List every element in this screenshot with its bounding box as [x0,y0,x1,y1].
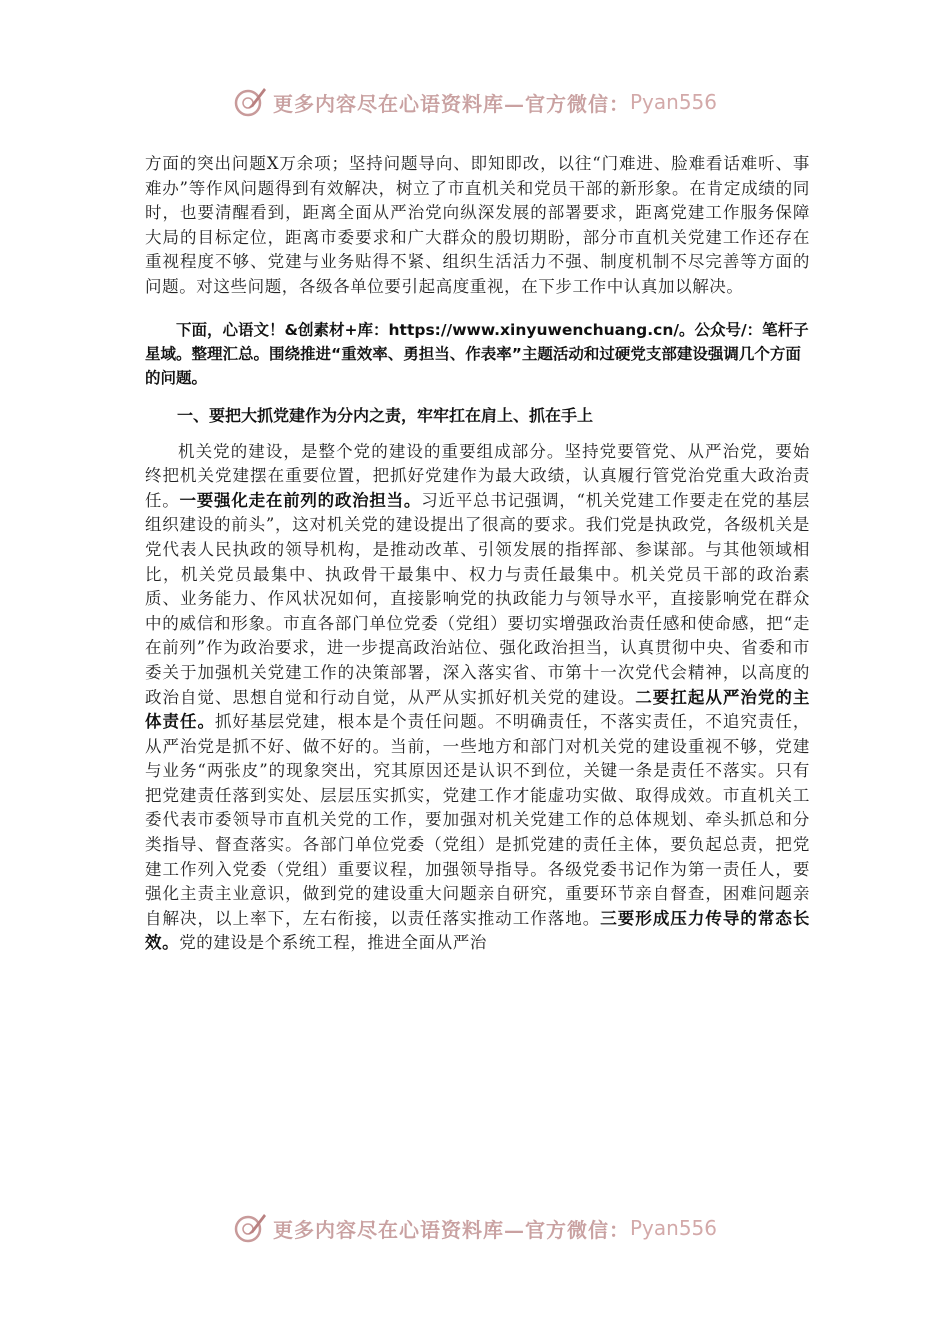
paragraph-source-note: 下面，心语文！&创素材+库：https://www.xinyuwenchuang.cn/。公众号/：笔杆子星域。整理汇总。围绕推进“重效率、勇担当、作表率”主题活动和过硬党支部建设强调几个方面的问题。 [145,320,809,387]
emphasis-text: 一要强化走在前列的政治担当。 [179,490,422,510]
paragraph-text: 党的建设是个系统工程，推进全面从严治 [179,933,488,953]
banner-wechat-id: Pyan556 [629,1216,717,1240]
banner-text: 更多内容尽在心语资料库—官方微信： [272,91,630,116]
footer-banner [0,1208,950,1248]
banner-text: 更多内容尽在心语资料库—官方微信： [272,1217,630,1242]
paragraph-text: 抓好基层党建，根本是个责任问题。不明确责任，不落实责任，不追究责任，从严治党是抓不好、做不好的。当前，一些地方和部门对机关党的建设重视不够，党建与业务“两张皮”的现象突出，究其原因还是认识不到位，关键一条是责任不落实。只有把党建责任落到实处、层层压实抓实，党建工作才能虚功实做、取得成效。市直机关工委代表市委领导市直机关党的工作，要加强对机关党建工作的总体规划、牵头抓总和分类指导、督查落实。各部门单位党委（党组）是抓党建的责任主体，要负起总责，把党建工作列入党委（党组）重要议程，加强领导指导。各级党委书记作为第一责任人，要强化主责主业意识，做到党的建设重大问题亲自研究，重要环节亲自督查，困难问题亲自解决，以上率下，左右衔接，以责任落实推动工作落地。 [145,712,810,928]
emphasis-text: 三要形成压力传导的常态长效。 [145,908,810,953]
emphasis-text: 二要扛起从严治党的主体责任。 [145,687,810,732]
pen-circle-logo-icon [233,85,267,119]
paragraph-text: 习近平总书记强调，“机关党建工作要走在党的基层组织建设的前头”，这对机关党的建设提出了很高的要求。我们党是执政党，各级机关是党代表人民执政的领导机构，是推动改革、引领发展的指挥部、参谋部。与其他领域相比，机关党员最集中、执政骨干最集中、权力与责任最集中。机关党员干部的政治素质、业务能力、作风状况如何，直接影响党的执政能力与领导水平，直接影响党在群众中的威信和形象。市直各部门单位党委（党组）要切实增强政治责任感和使命感，把“走在前列”作为政治要求，进一步提高政治站位、强化政治担当，认真贯彻中央、省委和市委关于加强机关党建工作的决策部署，深入落实省、市第十一次党代会精神，以高度的政治自觉、思想自觉和行动自觉，从严从实抓好机关党的建设。 [145,490,810,707]
paragraph-intro: 方面的突出问题X万余项；坚持问题导向、即知即改，以往“门难进、脸难看话难听、事难办”等作风问题得到有效解决，树立了市直机关和党员干部的新形象。在肯定成绩的同时，也要清醒看到，距离全面从严治党向纵深发展的部署要求，距离党建工作服务保障大局的目标定位，距离市委要求和广大群众的殷切期盼，部分市直机关党建工作还存在重视程度不够、党建与业务贴得不紧、组织生活活力不强、制度机制不尽完善等方面的问题。对这些问题，各级各单位要引起高度重视，在下步工作中认真加以解决。 [145,154,810,296]
section-heading-1: 一、要把大抓党建作为分内之责，牢牢扛在肩上、抓在手上 [177,405,594,425]
banner-wechat-id: Pyan556 [629,90,717,114]
paragraph-text: 机关党的建设，是整个党的建设的重要组成部分。坚持党要管党、从严治党，要始终把机关党建摆在重要位置，把抓好党建作为最大政绩，认真履行管党治党重大政治责任。 [145,441,810,510]
header-banner [0,82,950,122]
pen-circle-logo-icon [233,1211,267,1245]
paragraph-section-1 [145,440,810,956]
document-body [145,152,810,956]
